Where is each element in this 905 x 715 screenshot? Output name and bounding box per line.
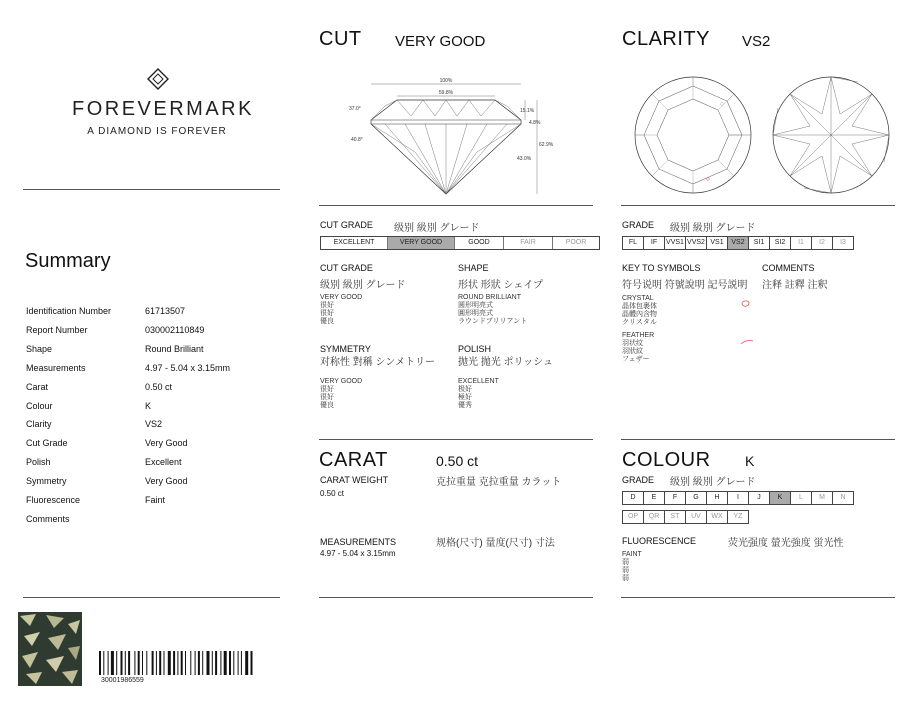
clarity-title: CLARITY <box>622 28 710 50</box>
clarity-grade-scale <box>622 236 853 250</box>
crown-height-label: 15.1% <box>520 108 535 114</box>
summary-label: Identification Number <box>26 306 112 316</box>
total-depth-label: 62.9% <box>539 142 554 148</box>
cut-value: VERY GOOD <box>395 33 486 50</box>
colour-scale-item: G <box>685 491 707 505</box>
colour-grade-scale <box>622 491 853 505</box>
divider <box>621 597 895 598</box>
clarity-scale-item: I1 <box>790 236 812 250</box>
summary-label: Shape <box>26 343 53 354</box>
colour-scale-extended-item: YZ <box>727 510 749 524</box>
summary-value: VS2 <box>145 419 163 430</box>
colour-scale-extended-item: ST <box>664 510 686 524</box>
colour-scale-extended-item: UV <box>685 510 707 524</box>
crown-angle-label: 37.0° <box>349 106 361 112</box>
summary-label: Fluorescence <box>26 495 81 505</box>
cut-grade-label: CUT GRADE <box>320 220 373 230</box>
clarity-scale-item: VVS1 <box>664 236 686 250</box>
shape-label: SHAPE <box>458 263 489 273</box>
clarity-plot-pavilion <box>770 74 892 201</box>
crystal-key: CRYSTAL 晶体包裹体 晶體內含物 クリスタル <box>622 295 657 326</box>
colour-grade-cjk: 级别 級別 グレード <box>670 477 756 488</box>
feather-key: FEATHER 羽状纹 羽狀紋 フェザー <box>622 332 655 363</box>
measurements-cjk: 规格(尺寸) 量度(尺寸) 寸法 <box>436 538 555 549</box>
colour-scale-extended-item: OP <box>622 510 644 524</box>
divider <box>319 205 593 206</box>
carat-value: 0.50 ct <box>436 453 479 469</box>
polish-values: EXCELLENT 极好 極好 優秀 <box>458 378 499 409</box>
clarity-scale-item: I2 <box>811 236 833 250</box>
summary-label: Symmetry <box>26 476 67 487</box>
clarity-scale-item: VVS2 <box>685 236 707 250</box>
summary-value: Very Good <box>145 476 188 487</box>
summary-value: K <box>145 400 152 411</box>
summary-label: Report Number <box>26 324 88 335</box>
crystal-symbol-icon <box>740 296 752 314</box>
carat-title: CARAT <box>319 449 388 471</box>
shape-values: ROUND BRILLIANT 圆形明亮式 圓形明亮式 ラウンドブリリアント <box>458 294 528 325</box>
summary-label: Colour <box>26 400 53 411</box>
measurements-label: MEASUREMENTS <box>320 537 397 547</box>
comments-label: COMMENTS <box>762 263 815 273</box>
carat-weight-cjk: 克拉重量 克拉重量 カラット <box>436 477 562 488</box>
girdle-label: 4.8% <box>529 120 541 126</box>
colour-scale-item: H <box>706 491 728 505</box>
summary-value: 61713507 <box>145 306 186 316</box>
diamond-photo <box>18 612 82 686</box>
divider <box>319 439 593 440</box>
summary-label: Comments <box>26 513 70 524</box>
fluorescence-values: FAINT 弱 弱 弱 <box>622 551 642 582</box>
colour-value: K <box>745 453 755 469</box>
clarity-plot-crown <box>632 74 754 201</box>
summary-value: Excellent <box>145 457 182 468</box>
carat-weight-label: CARAT WEIGHT <box>320 475 389 485</box>
divider <box>621 205 895 206</box>
summary-title: Summary <box>25 250 111 272</box>
cut-grade-detail-values: VERY GOOD 很好 很好 優良 <box>320 294 363 325</box>
summary-label: Carat <box>26 381 49 392</box>
summary-label: Measurements <box>26 362 86 373</box>
comments-cjk: 注释 註釋 注釈 <box>762 280 828 291</box>
colour-scale-extended-item: QR <box>643 510 665 524</box>
brand-name: FOREVERMARK <box>72 98 254 120</box>
colour-scale-extended-item: WX <box>706 510 728 524</box>
summary-value: 030002110849 <box>145 324 205 335</box>
summary-value: Round Brilliant <box>145 343 204 354</box>
clarity-scale-item: SI1 <box>748 236 770 250</box>
colour-scale-item: J <box>748 491 770 505</box>
summary-label: Cut Grade <box>26 438 68 449</box>
cut-grade-cjk: 级别 級別 グレード <box>394 223 480 234</box>
proportions-diagram <box>345 72 555 205</box>
cut-scale-item: FAIR <box>504 237 553 249</box>
clarity-scale-item: IF <box>643 236 665 250</box>
divider <box>23 189 280 190</box>
divider <box>621 439 895 440</box>
fluorescence-label: FLUORESCENCE <box>622 536 697 546</box>
colour-grade-scale-extended <box>622 510 748 524</box>
clarity-grade-label: GRADE <box>622 220 655 230</box>
symmetry-values: VERY GOOD 很好 很好 優良 <box>320 378 363 409</box>
pavilion-depth-label: 43.0% <box>517 156 532 162</box>
clarity-scale-item: VS1 <box>706 236 728 250</box>
clarity-scale-item: SI2 <box>769 236 791 250</box>
summary-label: Polish <box>26 457 51 468</box>
key-to-symbols-label: KEY TO SYMBOLS <box>622 263 701 273</box>
summary-value: 0.50 ct <box>145 381 173 392</box>
colour-scale-item: I <box>727 491 749 505</box>
clarity-scale-item: FL <box>622 236 644 250</box>
clarity-grade-cjk: 级别 級別 グレード <box>670 223 756 234</box>
colour-grade-label: GRADE <box>622 475 655 485</box>
carat-weight-value: 0.50 ct <box>320 489 345 498</box>
cut-scale-item: VERY GOOD <box>388 237 455 249</box>
brand-logo-icon <box>147 68 169 95</box>
table-59-label: 59.8% <box>438 90 454 96</box>
divider <box>319 597 593 598</box>
fluorescence-cjk: 荧光强度 螢光強度 蛍光性 <box>728 538 844 549</box>
barcode-number: 30001986559 <box>101 677 144 684</box>
colour-scale-item: E <box>643 491 665 505</box>
polish-label: POLISH <box>458 344 492 354</box>
symmetry-label: SYMMETRY <box>320 344 371 354</box>
summary-value: 4.97 - 5.04 x 3.15mm <box>145 362 231 373</box>
cut-title: CUT <box>319 28 362 50</box>
symmetry-cjk: 对称性 對稱 シンメトリー <box>320 357 436 368</box>
colour-scale-item: D <box>622 491 644 505</box>
key-to-symbols-cjk: 符号说明 符號說明 記号説明 <box>622 280 748 291</box>
cut-grade-detail-cjk: 级别 級別 グレード <box>320 280 406 291</box>
colour-scale-item: M <box>811 491 833 505</box>
summary-label: Clarity <box>26 419 52 430</box>
colour-title: COLOUR <box>622 449 711 471</box>
measurements-value: 4.97 - 5.04 x 3.15mm <box>320 549 396 558</box>
divider <box>23 597 280 598</box>
clarity-scale-item: I3 <box>832 236 854 250</box>
summary-value: Faint <box>145 495 166 505</box>
shape-cjk: 形状 形狀 シェイプ <box>458 280 544 291</box>
summary-value: Very Good <box>145 438 188 449</box>
colour-scale-item: N <box>832 491 854 505</box>
colour-scale-item: L <box>790 491 812 505</box>
cut-grade-detail-label: CUT GRADE <box>320 263 373 273</box>
pavilion-angle-label: 40.8° <box>351 137 363 143</box>
cut-scale-item: EXCELLENT <box>321 237 388 249</box>
feather-symbol-icon <box>740 333 754 351</box>
barcode <box>99 651 279 680</box>
polish-cjk: 抛光 拋光 ポリッシュ <box>458 357 553 368</box>
clarity-scale-item: VS2 <box>727 236 749 250</box>
colour-scale-item: K <box>769 491 791 505</box>
cut-grade-scale <box>320 236 600 250</box>
colour-scale-item: F <box>664 491 686 505</box>
table-100-label: 100% <box>439 78 453 84</box>
clarity-value: VS2 <box>742 33 771 50</box>
cut-scale-item: POOR <box>565 239 587 246</box>
cut-scale-item: GOOD <box>455 237 504 249</box>
brand-tagline: A DIAMOND IS FOREVER <box>87 126 227 137</box>
